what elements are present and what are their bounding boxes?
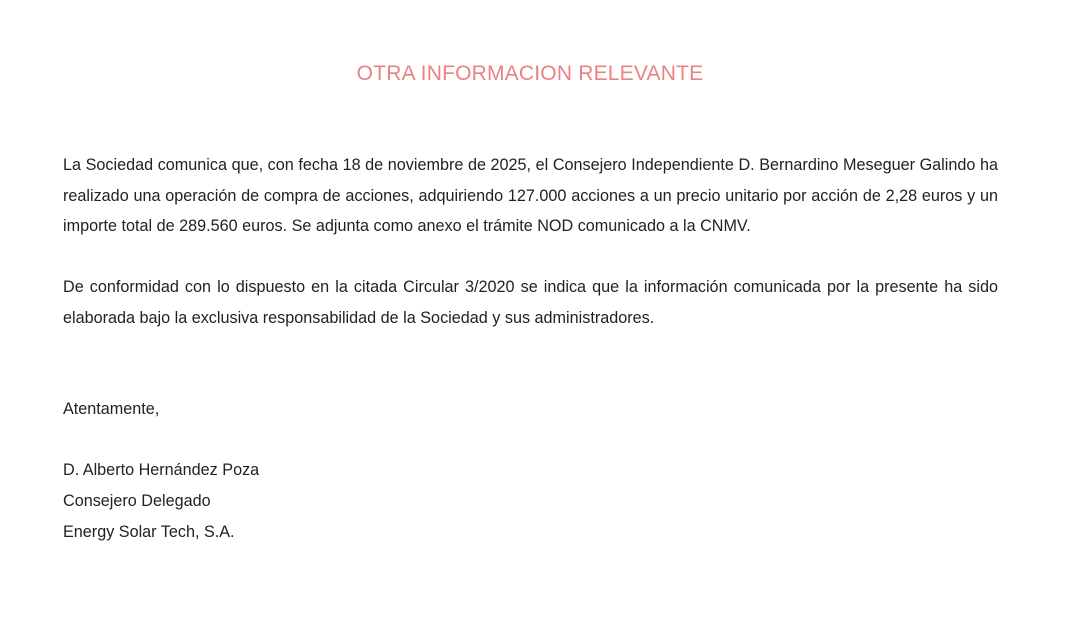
signatory-company: Energy Solar Tech, S.A. xyxy=(63,523,235,541)
closing-salutation: Atentamente, xyxy=(63,400,160,418)
document-title: OTRA INFORMACION RELEVANTE xyxy=(356,62,704,85)
announcement-paragraph: La Sociedad comunica que, con fecha 18 de noviembre de 2025, el Consejero Independiente D. Bernardino Meseguer Galindo ha realizado una operación de compra de acciones, adquiriendo 127.000 acciones a un precio unitario por acción de 2,28 euros y un importe total de 289.560 euros. Se adjunta como anexo el trámite NOD comunicado a la CNMV. xyxy=(63,156,998,235)
responsibility-paragraph: De conformidad con lo dispuesto en la citada Circular 3/2020 se indica que la información comunicada por la presente ha sido elaborada bajo la exclusiva responsabilidad de la Sociedad y sus administradores. xyxy=(63,278,998,327)
signatory-role: Consejero Delegado xyxy=(63,492,211,510)
signatory-name: D. Alberto Hernández Poza xyxy=(63,461,260,479)
